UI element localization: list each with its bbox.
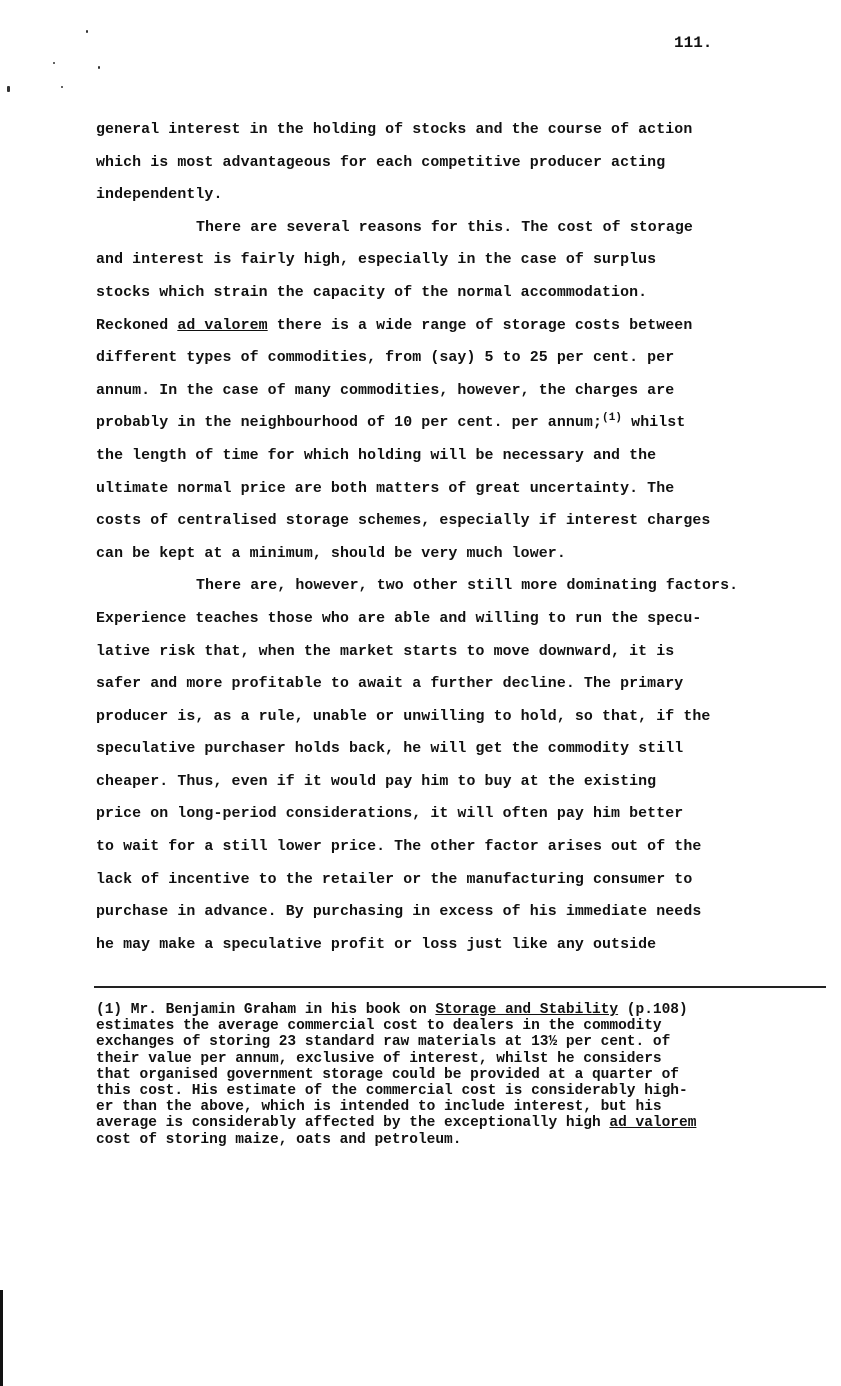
paragraph-start-line: There are several reasons for this. The cost of storage (196, 219, 693, 236)
footnote-line: estimates the average commercial cost to dealers in the commodity (96, 1018, 662, 1035)
text-line (96, 407, 796, 440)
text-segment: average is considerably affected by the exceptionally high (96, 1115, 610, 1132)
text-line: cheaper. Thus, even if it would pay him to buy at the existing (96, 773, 657, 790)
text-line: the length of time for which holding will be necessary and the (96, 447, 657, 464)
footnote-line: cost of storing maize, oats and petroleum. (96, 1131, 462, 1148)
text-line: which is most advantageous for each competitive producer acting (96, 154, 666, 171)
footnote-divider (94, 986, 826, 988)
footnote-line: that organised government storage could be provided at a quarter of (96, 1066, 679, 1083)
book-title: Storage and Stability (435, 1002, 619, 1018)
paragraph-start-line: There are, however, two other still more dominating factors. (196, 578, 739, 595)
scan-edge-bar (0, 1290, 3, 1386)
text-segment: probably in the neighbourhood of 10 per cent. per annum; (96, 415, 603, 432)
text-line: to wait for a still lower price. The other factor arises out of the (96, 839, 702, 856)
scan-speck (7, 86, 10, 92)
page-number: 111. (674, 34, 713, 52)
scan-speck (53, 62, 55, 64)
text-line: producer is, as a rule, unable or unwilling to hold, so that, if the (96, 708, 711, 725)
text-line: annum. In the case of many commodities, however, the charges are (96, 382, 675, 399)
text-line: price on long-period considerations, it will often pay him better (96, 806, 684, 823)
text-line: speculative purchaser holds back, he will get the commodity still (96, 741, 684, 758)
text-line: he may make a speculative profit or loss just like any outside (96, 936, 657, 953)
text-line: Experience teaches those who are able and willing to run the specu- (96, 610, 702, 627)
text-line (96, 310, 796, 343)
text-line: stocks which strain the capacity of the normal accommodation. (96, 284, 648, 301)
footnote-line: exchanges of storing 23 standard raw materials at 13½ per cent. of (96, 1034, 671, 1051)
scan-speck (61, 86, 63, 88)
text-segment: (1) Mr. Benjamin Graham in his book on (96, 1002, 436, 1018)
footnote-line: er than the above, which is intended to include interest, but his (96, 1099, 662, 1116)
footnote-line: their value per annum, exclusive of interest, whilst he considers (96, 1050, 662, 1067)
text-line: purchase in advance. By purchasing in excess of his immediate needs (96, 904, 702, 921)
text-segment: Reckoned (96, 317, 178, 334)
text-line: and interest is fairly high, especially in the case of surplus (96, 252, 657, 269)
text-segment: (p.108) (618, 1002, 688, 1018)
footnote (96, 1002, 796, 1148)
footnote-line (96, 1002, 796, 1018)
text-line: independently. (96, 187, 223, 204)
footnote-line (96, 1115, 796, 1131)
underlined-term: ad valorem (609, 1115, 697, 1132)
text-line: general interest in the holding of stocks and the course of action (96, 122, 693, 138)
text-line: lative risk that, when the market starts to move downward, it is (96, 643, 675, 660)
text-segment: whilst (622, 415, 686, 432)
footnote-reference: (1) (602, 412, 623, 425)
underlined-term: ad valorem (177, 317, 268, 334)
text-line: costs of centralised storage schemes, especially if interest charges (96, 513, 711, 530)
text-line: can be kept at a minimum, should be very much lower. (96, 545, 566, 562)
text-line: lack of incentive to the retailer or the manufacturing consumer to (96, 871, 693, 888)
scan-speck (98, 66, 100, 69)
text-line: ultimate normal price are both matters of great uncertainty. The (96, 480, 675, 497)
text-line: different types of commodities, from (say) 5 to 25 per cent. per (96, 350, 675, 367)
footnote-line: this cost. His estimate of the commercial cost is considerably high- (96, 1082, 688, 1099)
body-text (96, 114, 796, 961)
text-segment: there is a wide range of storage costs between (267, 317, 693, 334)
scan-speck (86, 30, 88, 33)
text-line: safer and more profitable to await a further decline. The primary (96, 676, 684, 693)
